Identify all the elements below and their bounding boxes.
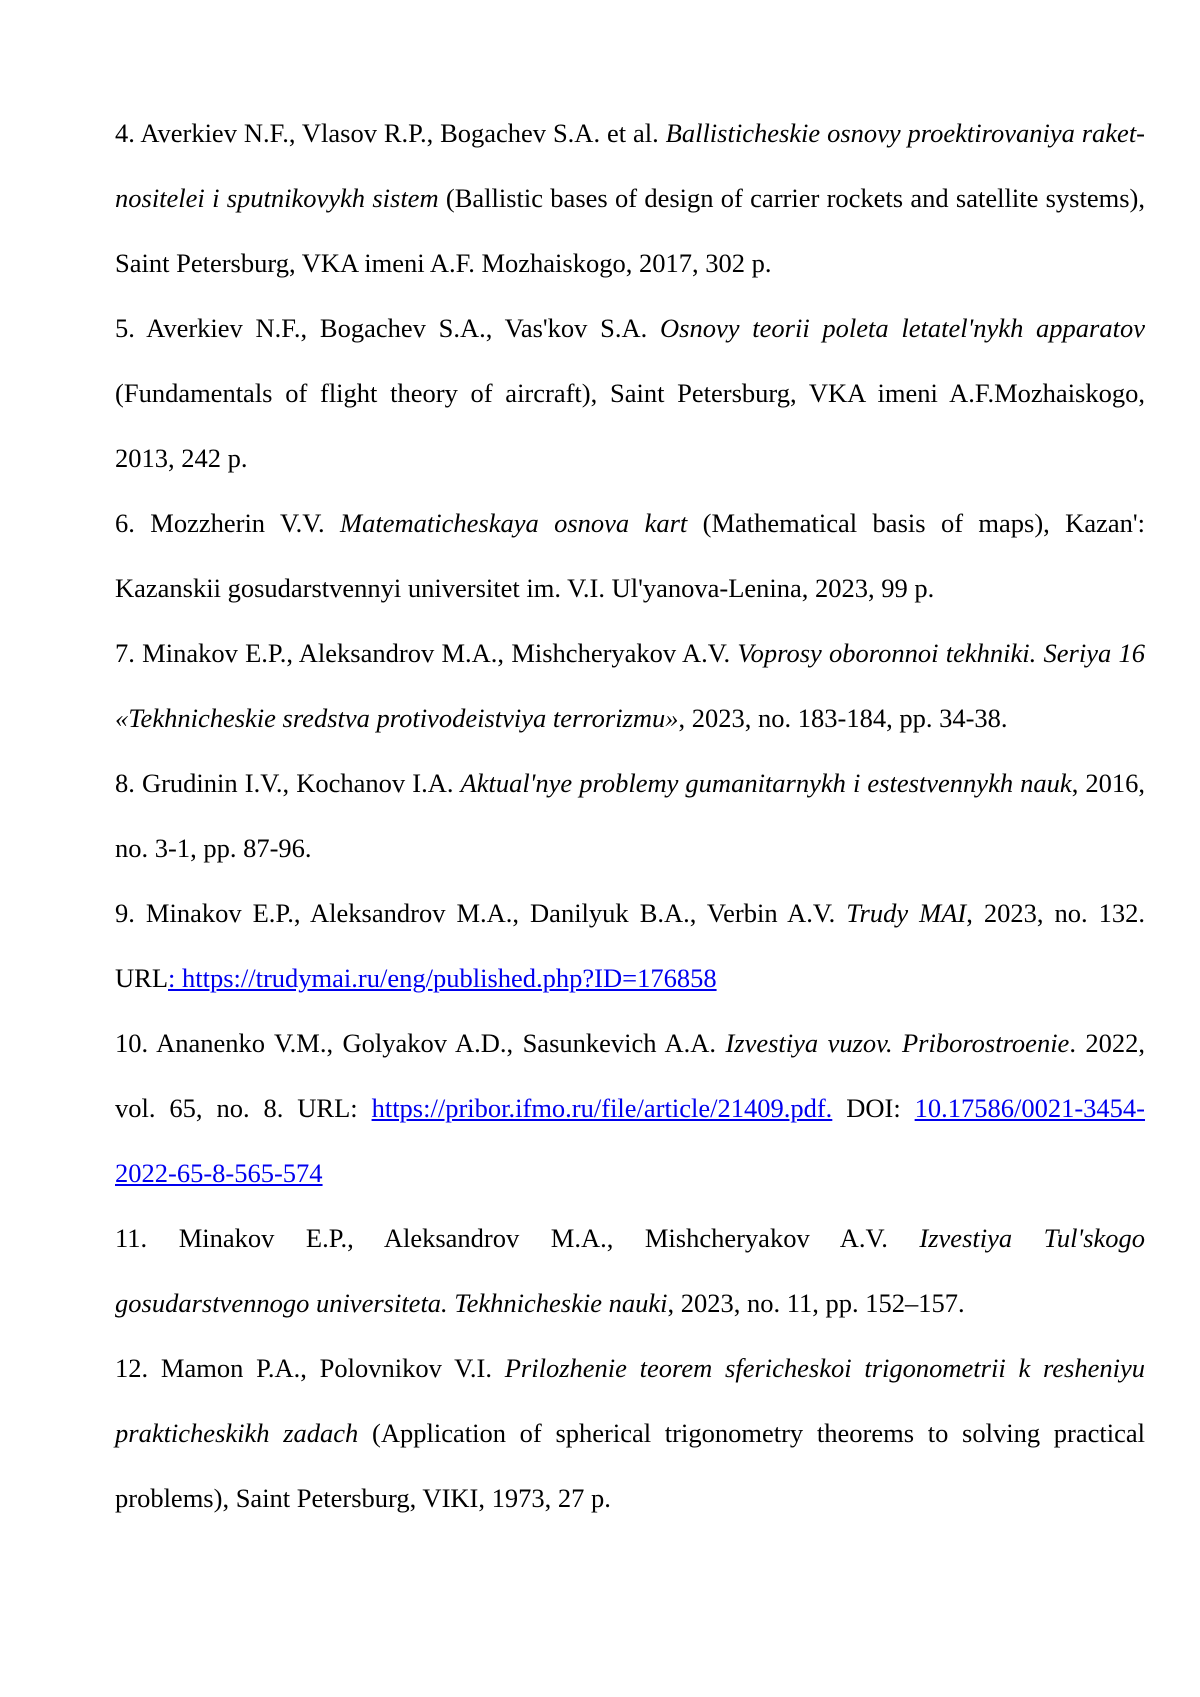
reference-item-11 [115,1206,1145,1336]
ref-title: Trudy MAI [846,898,967,928]
ref-url-link[interactable]: : https://trudymai.ru/eng/published.php?ID=176858 [168,963,717,993]
ref-title: Matematicheskaya osnova kart [340,508,688,538]
ref-title: Izvestiya vuzov. Priborostroenie [725,1028,1070,1058]
ref-number: 9. [115,898,135,928]
ref-authors: Minakov E.P., Aleksandrov M.A., Mishcheryakov A.V. [142,638,731,668]
reference-item-7 [115,621,1145,751]
reference-item-12 [115,1336,1145,1531]
ref-number: 10. [115,1028,149,1058]
ref-authors: Mozzherin V.V. [150,508,325,538]
ref-authors: Averkiev N.F., Vlasov R.P., Bogachev S.A. et al. [140,118,659,148]
ref-number: 4. [115,118,135,148]
ref-title: Ballisticheskie osnovy proektirovaniya raket-nositelei i sputnikovykh sistem [115,118,1146,213]
ref-details: , 2016, no. 3-1, pp. 87-96. [115,768,1146,863]
ref-title: Aktual'nye problemy gumanitarnykh i estestvennykh nauk [460,768,1072,798]
ref-authors: Mamon P.A., Polovnikov V.I. [160,1353,492,1383]
ref-title: Prilozhenie teorem sfericheskoi trigonometrii k resheniyu prakticheskikh zadach [115,1353,1146,1448]
reference-item-6 [115,491,1145,621]
ref-details: , 2023, no. 11, pp. 152–157. [667,1288,965,1318]
reference-item-5 [115,296,1145,491]
reference-list [115,101,1145,1531]
ref-details: , 2023, no. 132. URL [115,898,1146,993]
ref-number: 6. [115,508,135,538]
ref-number: 8. [115,768,135,798]
ref-authors: Ananenko V.M., Golyakov A.D., Sasunkevich A.A. [156,1028,717,1058]
ref-number: 12. [115,1353,149,1383]
reference-item-9 [115,881,1145,1011]
ref-details: (Application of spherical trigonometry theorems to solving practical problems), Saint Petersburg, VIKI, 1973, 27 p. [115,1418,1145,1513]
reference-item-10 [115,1011,1145,1206]
ref-title: Osnovy teorii poleta letatel'nykh apparatov [660,313,1145,343]
ref-doi-link[interactable]: 10.17586/0021-3454-2022-65-8-565-574 [115,1093,1146,1188]
ref-details: . 2022, vol. 65, no. 8. URL: [115,1028,1145,1123]
ref-authors: Minakov E.P., Aleksandrov M.A., Mishcheryakov A.V. [178,1223,888,1253]
ref-authors: Grudinin I.V., Kochanov I.A. [141,768,454,798]
ref-number: 5. [115,313,135,343]
ref-details: (Mathematical basis of maps), Kazan': Kazanskii gosudarstvennyi universitet im. V.I. Ul'yanova-Lenina, 2023, 99 p. [115,508,1145,603]
ref-authors: Averkiev N.F., Bogachev S.A., Vas'kov S.A. [146,313,648,343]
ref-details: (Ballistic bases of design of carrier rockets and satellite systems), Saint Petersburg, VKA imeni A.F. Mozhaiskogo, 2017, 302 p. [115,183,1145,278]
ref-number: 11. [115,1223,148,1253]
ref-details: (Fundamentals of flight theory of aircraft), Saint Petersburg, VKA imeni A.F.Mozhaiskogo, 2013, 242 p. [115,378,1145,473]
ref-doi-label: DOI: [846,1093,901,1123]
ref-title: Voprosy oboronnoi tekhniki. Seriya 16 «Tekhnicheskie sredstva protivodeistviya terrorizmu» [115,638,1146,733]
ref-number: 7. [115,638,135,668]
reference-item-8 [115,751,1145,881]
ref-authors: Minakov E.P., Aleksandrov M.A., Danilyuk B.A., Verbin A.V. [145,898,836,928]
ref-details: , 2023, no. 183-184, pp. 34-38. [678,703,1008,733]
ref-url-link[interactable]: https://pribor.ifmo.ru/file/article/21409.pdf. [371,1093,833,1123]
ref-title: Izvestiya Tul'skogo gosudarstvennogo universiteta. Tekhnicheskie nauki [115,1223,1146,1318]
reference-item-4 [115,101,1145,296]
